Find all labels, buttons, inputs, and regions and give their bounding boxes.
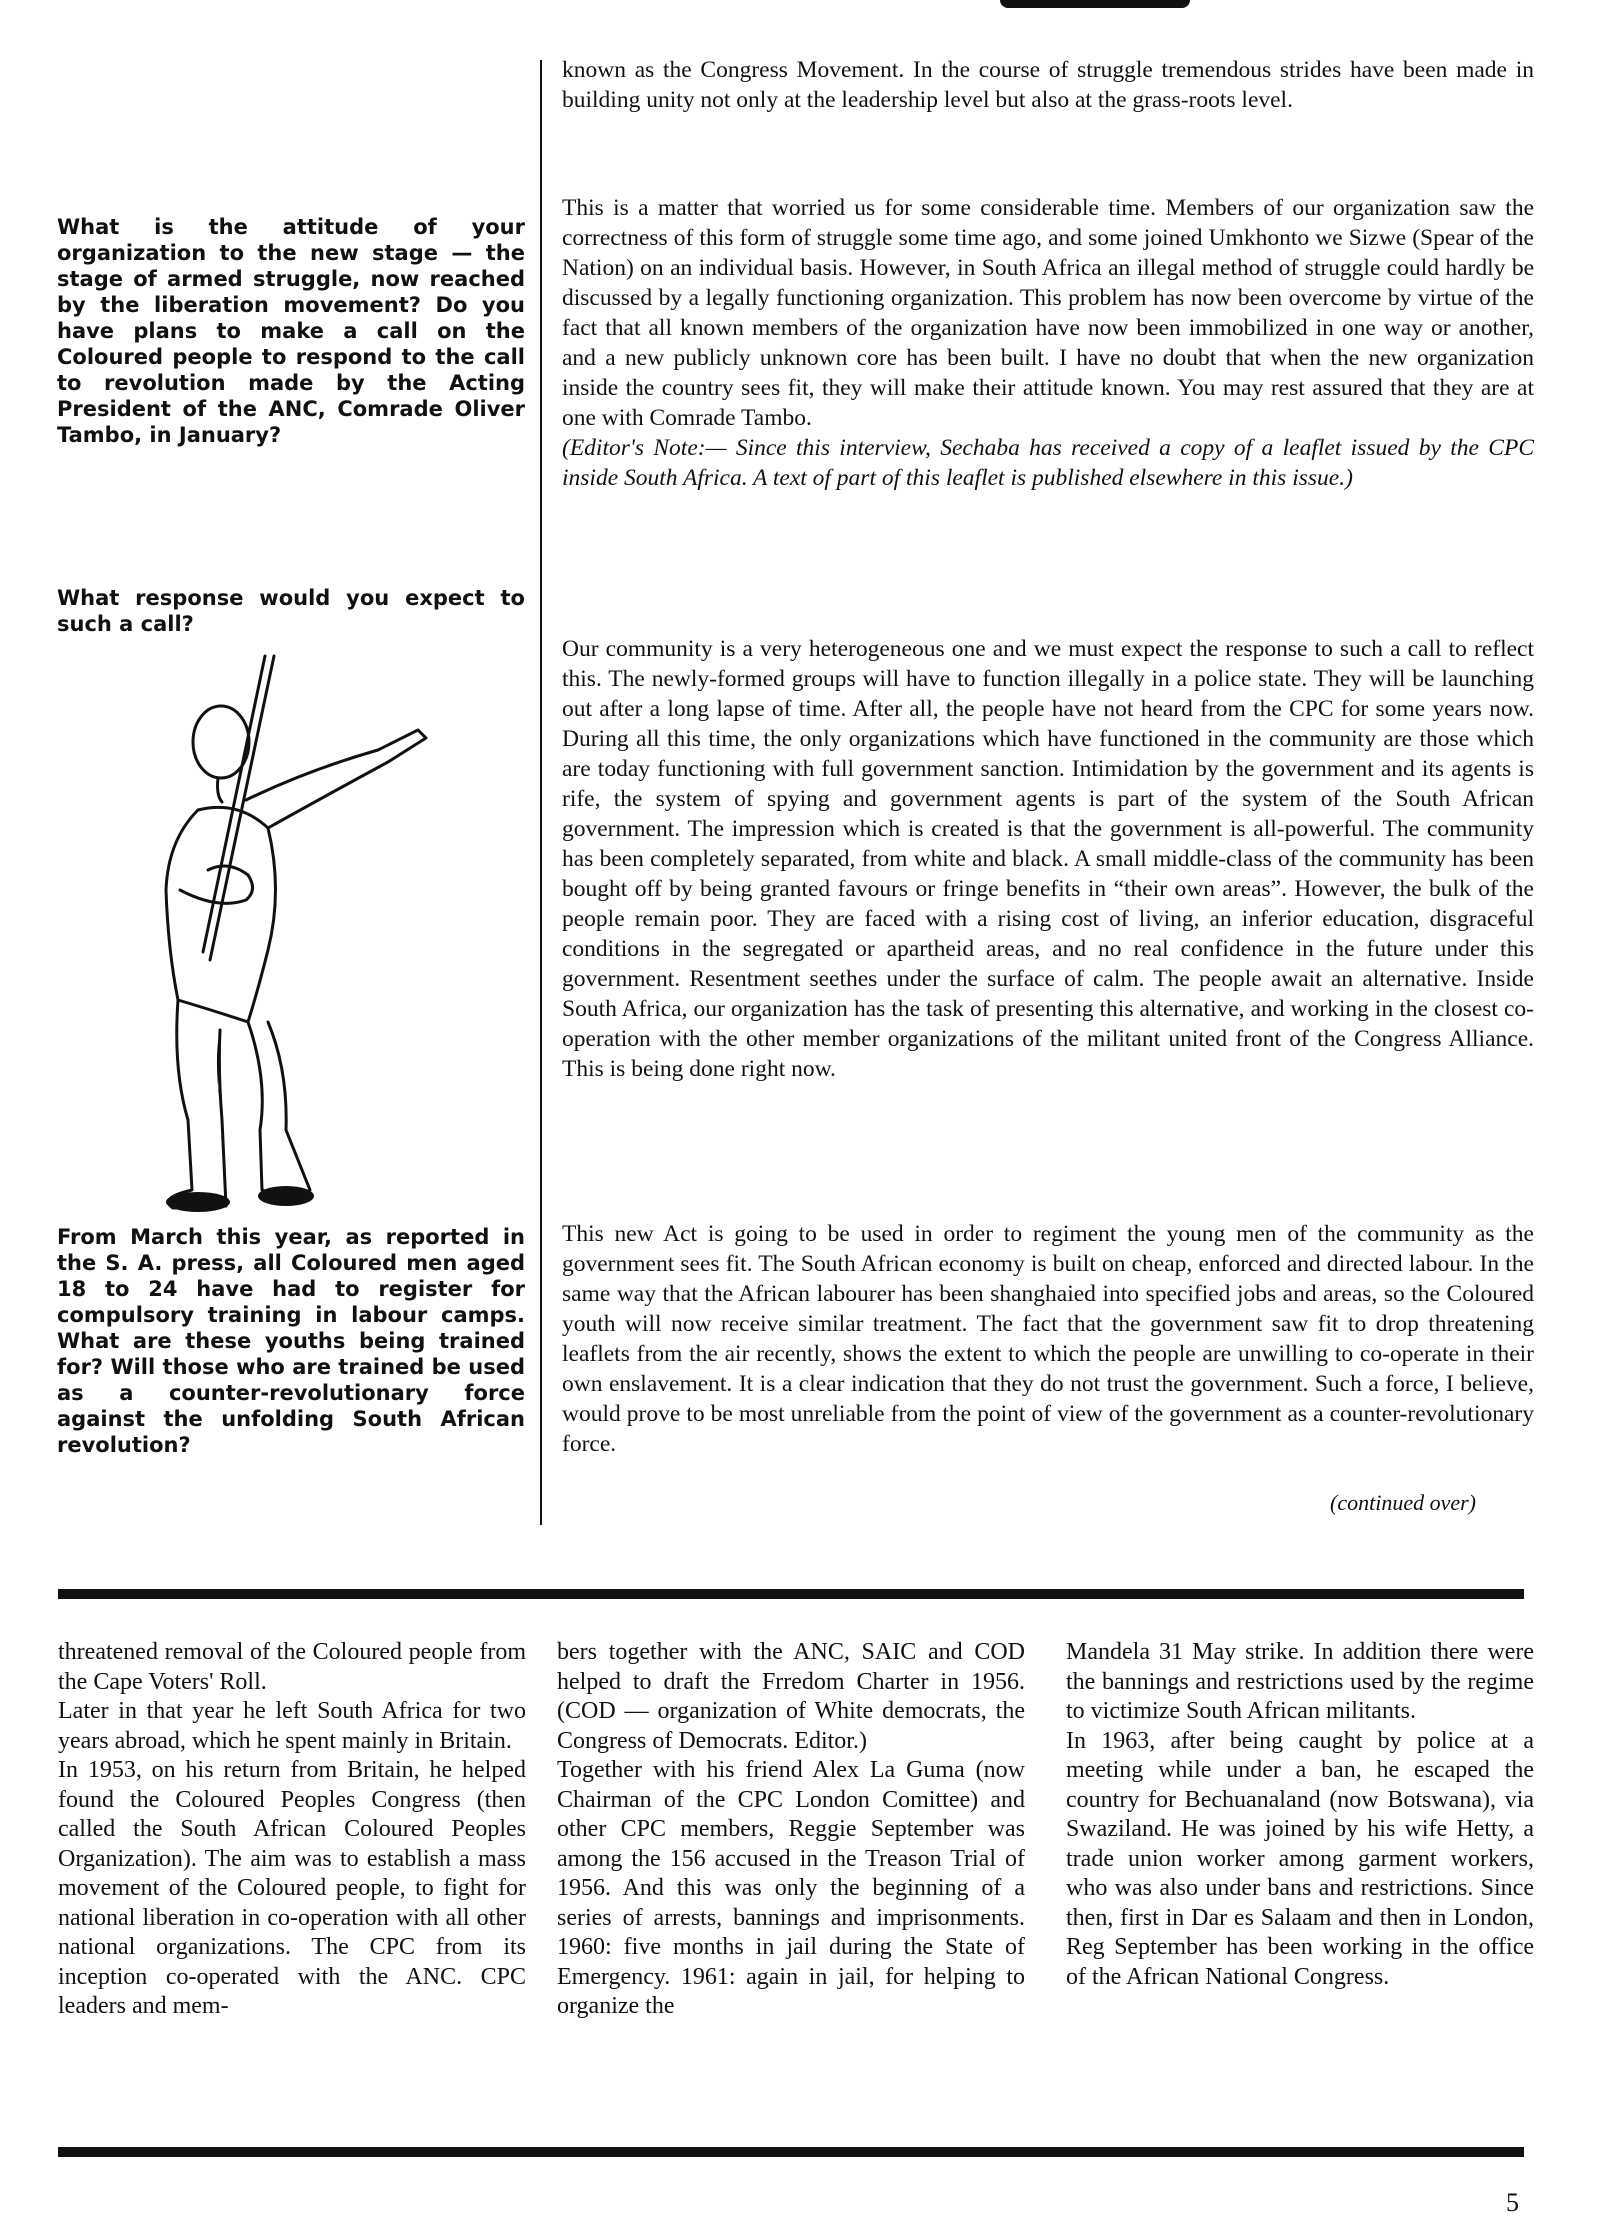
- bio-col3-paragraph-1: Mandela 31 May strike. In addition there were the bannings and restrictions used by the regime to victimize South African militants.: [1066, 1639, 1534, 1724]
- bio-col1-paragraph-2: Later in that year he left South Africa for two years abroad, which he spent mainly in Britain.: [58, 1698, 526, 1754]
- continued-note: (continued over): [1330, 1490, 1476, 1515]
- page-number: 5: [1506, 2188, 1519, 2217]
- answer-2-text: Our community is a very heterogeneous one and we must expect the response to such a call to reflect this. The newly-formed groups will have to function illegally in a police state. They will be launching out after a long lapse of time. After all, the people have not heard from the CPC for some years now. During all this time, the only organizations which have functioned in the community are those which are today functioning with full government sanction. Intimidation by the government and its agents is rife, the system of spying and government agents is part of the system of the South African government. The impression which is created is that the government is all-powerful. The community has been completely separated, from white and black. A small middle-class of the community has been bought off by being granted favours or fringe benefits in “their own areas”. However, the bulk of the people remain poor. They are faced with a rising cost of living, an inferior education, disgraceful conditions in the segregated or apartheid areas, and no real confidence in the future under this government. Resentment seethes under the surface of calm. The people await an alternative. Inside South Africa, our organization has the task of presenting this alternative, and working in the closest co-operation with the other member organizations of the militant united front of the Congress Alliance. This is being done right now.: [562, 636, 1534, 1082]
- answer-3-text: This new Act is going to be used in order to regiment the young men of the community as the government sees fit. The South African economy is built on cheap, enforced and directed labour. In the same way that the African labourer has been shanghaied into specified jobs and areas, so the Coloured youth will now receive similar treatment. The fact that the government saw fit to drop threatening leaflets from the air recently, shows the extent to which the people are unwilling to co-operate in their own enslavement. It is a clear indication that they do not trust the government. Such a force, I believe, would prove to be most unreliable from the point of view of the government as a counter-revolutionary force.: [562, 1221, 1534, 1457]
- figure-with-rifle-pointing-illustration: [118, 650, 458, 1218]
- question-3: From March this year, as reported in the S. A. press, all Coloured men aged 18 to 24 have had to register for compulsory training in labour camps. What are these youths being trained for? Will those who are trained be used as a counter-revolutionary force against the unfolding South African revolution?: [57, 1225, 525, 1457]
- intro-paragraph: [562, 55, 1534, 115]
- question-1: What is the attitude of your organization to the new stage — the stage of armed struggle, now reached by the liberation movement? Do you have plans to make a call on the Coloured people to respond to the call to revolution made by the Acting President of the ANC, Comrade Oliver Tambo, in January?: [57, 215, 525, 447]
- answer-2: [562, 634, 1534, 1084]
- bio-col2-paragraph-2: Together with his friend Alex La Guma (now Chairman of the CPC London Comittee) and other CPC members, Reggie September was among the 156 accused in the Treason Trial of 1956. And this was only the beginning of a series of arrests, bannings and imprisonments. 1960: five months in jail during the State of Emergency. 1961: again in jail, for helping to organize the: [557, 1757, 1025, 2019]
- bio-col1-paragraph-1: threatened removal of the Coloured people from the Cape Voters' Roll.: [58, 1639, 526, 1695]
- column-divider: [540, 60, 542, 1525]
- answer-3: [562, 1219, 1534, 1459]
- section-rule-top: [58, 1589, 1524, 1599]
- section-rule-bottom: [58, 2147, 1524, 2157]
- bio-column-1: [58, 1638, 526, 2022]
- bio-col2-paragraph-1: bers together with the ANC, SAIC and COD helped to draft the Frredom Charter in 1956. (COD — organization of White democrats, the Congress of Democrats. Editor.): [557, 1639, 1025, 1754]
- bio-col3-paragraph-2: In 1963, after being caught by police at a meeting while under a ban, he escaped the country for Bechuanaland (now Botswana), via Swaziland. He was joined by his wife Hetty, a trade union worker among garment workers, who was also under bans and restrictions. Since then, first in Dar es Salaam and then in London, Reg September has been working in the office of the African National Congress.: [1066, 1727, 1534, 1990]
- bio-col1-paragraph-3: In 1953, on his return from Britain, he helped found the Coloured Peoples Congress (then called the South African Coloured Peoples Organization). The aim was to establish a mass movement of the Coloured people, to fight for national liberation in co-operation with all other national organizations. The CPC from its inception co-operated with the ANC. CPC leaders and mem-: [58, 1757, 526, 2019]
- question-2: What response would you expect to such a call?: [57, 586, 525, 636]
- bio-column-2: [557, 1638, 1025, 2022]
- bio-column-3: [1066, 1638, 1534, 1992]
- answer-1-text: This is a matter that worried us for some considerable time. Members of our organization saw the correctness of this form of struggle some time ago, and some joined Umkhonto we Sizwe (Spear of the Nation) on an individual basis. However, in South Africa an illegal method of struggle could hardly be discussed by a legally functioning organization. This problem has now been overcome by virtue of the fact that all known members of the organization have now been immobilized in one way or another, and a new publicly unknown core has been built. I have no doubt that when the new organization inside the country sees fit, they will make their attitude known. You may rest assured that they are at one with Comrade Tambo.: [562, 195, 1534, 431]
- intro-text: known as the Congress Movement. In the course of struggle tremendous strides have been made in building unity not only at the leadership level but also at the grass-roots level.: [562, 57, 1534, 113]
- printing-mark: [1000, 0, 1190, 8]
- editors-note: (Editor's Note:— Since this interview, Sechaba has received a copy of a leaflet issued by the CPC inside South Africa. A text of part of this leaflet is published elsewhere in this issue.): [562, 435, 1534, 491]
- answer-1: [562, 193, 1534, 493]
